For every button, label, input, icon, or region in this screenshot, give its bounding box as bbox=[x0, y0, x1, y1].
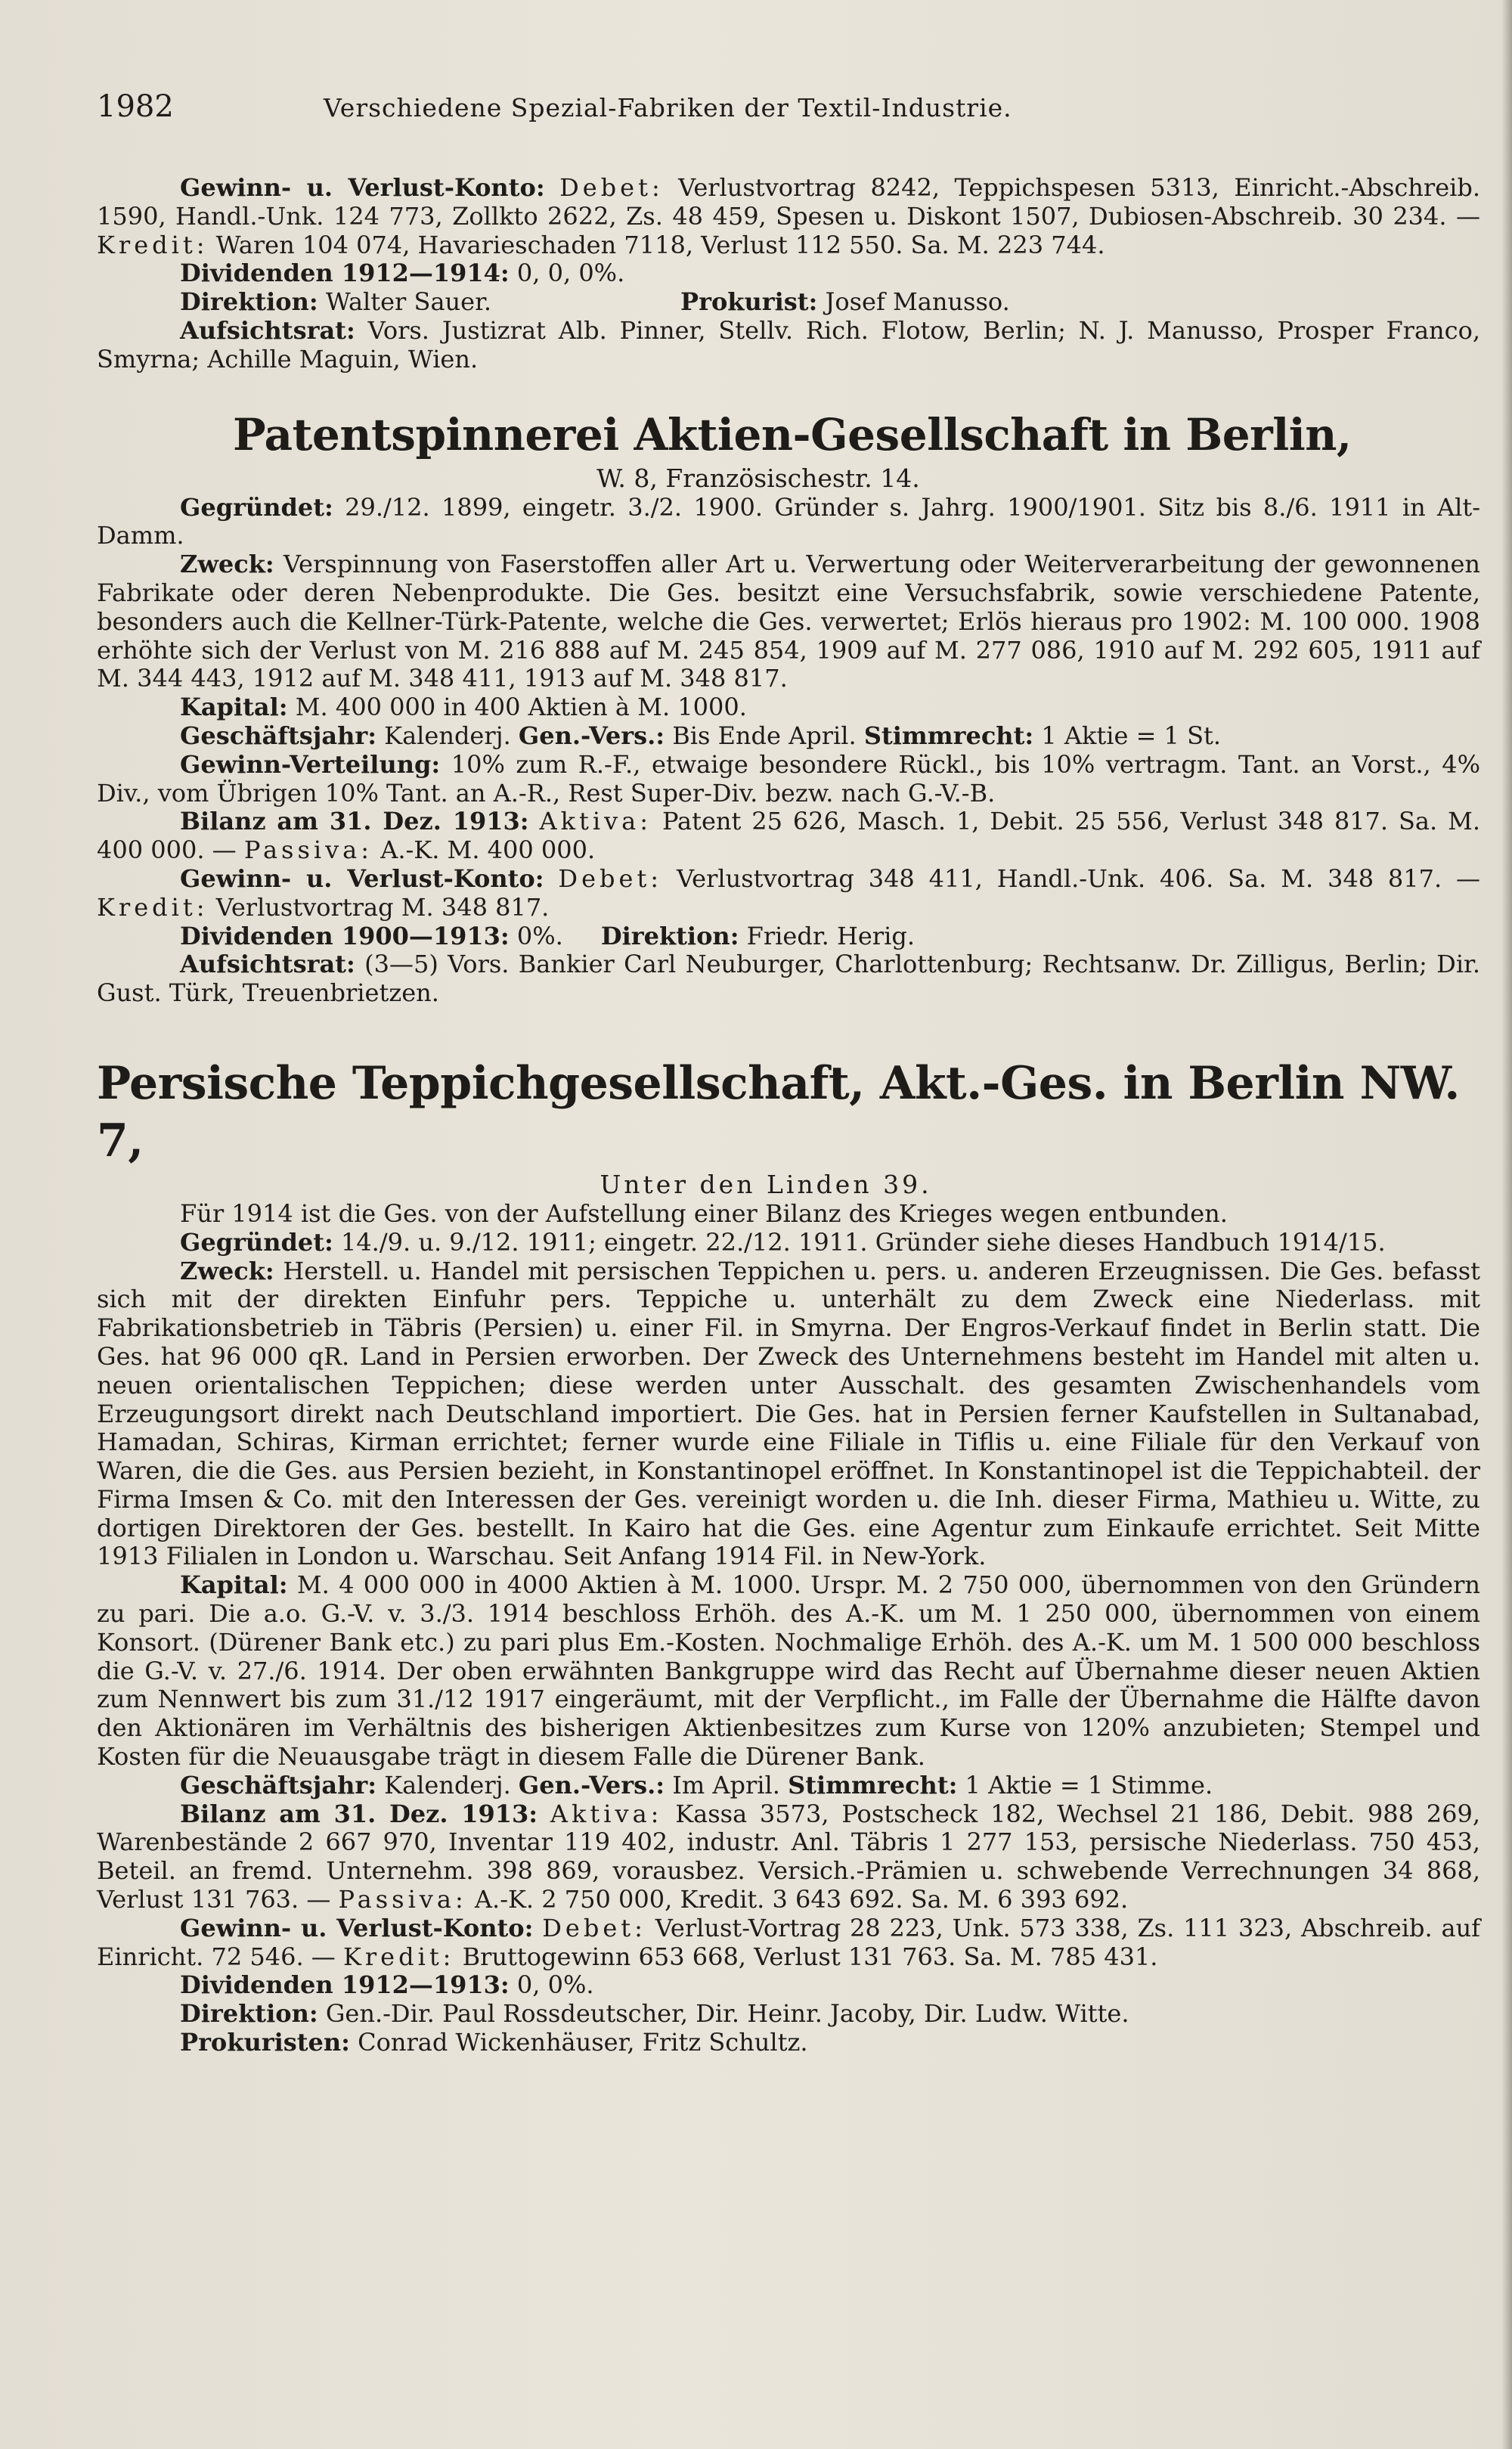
entry2-gegruendet bbox=[97, 1229, 1480, 1257]
entry1-gj-label: Geschäftsjahr: bbox=[180, 721, 376, 750]
entry1-aufsichtsrat bbox=[97, 950, 1480, 1008]
entry2-guv-text2: Bruttogewinn 653 668, Verlust 131 763. Sa. M. 785 431. bbox=[462, 1942, 1158, 1971]
entry2-gegruendet-label: Gegründet: bbox=[180, 1227, 333, 1257]
entry1-stimmrecht-label: Stimmrecht: bbox=[863, 721, 1034, 750]
entry2-prokuristen bbox=[97, 2029, 1480, 2057]
entry1-bilanz-label: Bilanz am 31. Dez. 1913: bbox=[180, 807, 529, 836]
entry1-passiva-label: Passiva: bbox=[243, 835, 373, 865]
prev-gv-debet-label: Debet: bbox=[559, 173, 664, 202]
entry1-verteilung-label: Gewinn-Verteilung: bbox=[180, 749, 441, 779]
prev-dividenden-value: 0, 0, 0%. bbox=[516, 259, 625, 288]
entry1-gegruendet-label: Gegründet: bbox=[180, 492, 333, 522]
entry1-title: Patentspinnerei Aktien-Gesellschaft in Berlin, bbox=[233, 408, 1352, 460]
entry1-kapital bbox=[97, 693, 1480, 722]
entry1-address: W. 8, Französischestr. 14. bbox=[596, 463, 920, 493]
entry1-dividenden-label: Dividenden 1900—1913: bbox=[180, 921, 510, 950]
entry2-debet-label: Debet: bbox=[542, 1913, 646, 1942]
entry1-kapital-value: M. 400 000 in 400 Aktien à M. 1000. bbox=[295, 693, 747, 722]
entry1-guv-text2: Verlustvortrag M. 348 817. bbox=[215, 892, 550, 922]
text-column bbox=[97, 174, 1480, 2057]
running-head bbox=[97, 89, 1482, 142]
entry2-gj-label: Geschäftsjahr: bbox=[180, 1770, 376, 1800]
entry1-bilanz-text2: A.-K. M. 400 000. bbox=[380, 835, 596, 865]
entry1-dividenden-value: 0%. bbox=[516, 921, 563, 950]
prev-direktion-value: Walter Sauer. bbox=[325, 287, 492, 317]
entry1-zweck-label: Zweck: bbox=[180, 550, 274, 579]
entry2-bilanz-text1: Kassa 3573, Postscheck 182, Wechsel 21 186, Debit. 988 269, Warenbestände 2 667 970, Inventar 119 402, industr. Anl. Täbris 1 277 153, persische Niederlass. 750 453, Beteil. an fremd. Unternehm. 398 869, vorausbez. Versich.-Prämien u. schwebende Verrechnungen 34 868, Verlust 131 763. — bbox=[97, 1799, 1481, 1914]
entry1-aufsichtsrat-value: (3—5) Vors. Bankier Carl Neuburger, Charlottenburg; Rechtsanw. Dr. Zilligus, Berlin; Dir. Gust. Türk, Treuenbrietzen. bbox=[97, 950, 1481, 1008]
entry-patentspinnerei bbox=[97, 406, 1480, 1008]
entry1-aktiva-label: Aktiva: bbox=[539, 807, 652, 836]
entry2-bilanz bbox=[97, 1800, 1480, 1914]
entry2-prokuristen-value: Conrad Wickenhäuser, Fritz Schultz. bbox=[358, 2028, 808, 2057]
entry2-title: Persische Teppichgesellschaft, Akt.-Ges. in Berlin NW. 7, bbox=[97, 1056, 1460, 1167]
prev-aufsichtsrat bbox=[97, 317, 1480, 374]
entry1-guv-text1: Verlustvortrag 348 411, Handl.-Unk. 406. Sa. M. 348 817. — bbox=[676, 863, 1481, 893]
prev-prokurist-label: Prokurist: bbox=[680, 287, 818, 317]
entry1-aufsichtsrat-label: Aufsichtsrat: bbox=[180, 950, 355, 979]
entry1-kapital-label: Kapital: bbox=[180, 693, 288, 722]
entry2-passiva-label: Passiva: bbox=[338, 1885, 467, 1914]
entry2-dividenden-value: 0, 0%. bbox=[516, 1970, 594, 2000]
entry1-zweck-value: Verspinnung von Faserstoffen aller Art u. Verwertung oder Weiterverarbeitung der gewonnenen Fabrikate oder deren Nebenprodukte. Die Ges. besitzt eine Versuchsfabrik, sowie verschiedene Patente, besonders auch die Kellner-Türk-Patente, welche die Ges. verwertet; Erlös hieraus pro 1902: M. 100 000. 1908 erhöhte sich der Verlust von M. 216 888 auf M. 245 854, 1909 auf M. 277 086, 1910 auf M. 292 605, 1911 auf M. 344 443, 1912 auf M. 348 411, 1913 auf M. 348 817. bbox=[97, 550, 1481, 693]
entry1-zweck bbox=[97, 550, 1480, 693]
entry1-geschaeftsjahr bbox=[97, 722, 1480, 751]
entry2-aktiva-label: Aktiva: bbox=[550, 1799, 663, 1828]
entry1-stimmrecht-value: 1 Aktie = 1 St. bbox=[1041, 721, 1222, 750]
entry1-gewinnverteilung bbox=[97, 751, 1480, 808]
page-number: 1982 bbox=[97, 89, 174, 124]
prev-dividenden bbox=[97, 259, 1480, 288]
entry1-verteilung-value: 10% zum R.-F., etwaige besondere Rückl., bis 10% vertragm. Tant. an Vorst., 4% Div., vom Übrigen 10% Tant. an A.-R., Rest Super-Div. bezw. nach G.-V.-B. bbox=[97, 749, 1481, 808]
prev-prokurist-value: Josef Manusso. bbox=[825, 287, 1010, 317]
entry2-gj-value: Kalenderj. bbox=[384, 1770, 511, 1800]
prev-direktion-label: Direktion: bbox=[180, 287, 318, 317]
entry2-guv-label: Gewinn- u. Verlust-Konto: bbox=[180, 1913, 534, 1942]
prev-dividenden-label: Dividenden 1912—1914: bbox=[180, 259, 510, 288]
prev-gv-kredit-label: Kredit: bbox=[97, 230, 209, 259]
entry1-gegruendet bbox=[97, 494, 1480, 551]
entry2-direktion-label: Direktion: bbox=[180, 1999, 318, 2029]
entry1-gegruendet-value: 29./12. 1899, eingetr. 3./2. 1900. Gründer s. Jahrg. 1900/1901. Sitz bis 8./6. 1911 in Alt-Damm. bbox=[97, 492, 1481, 550]
entry2-guv bbox=[97, 1914, 1480, 1972]
prev-gv-label: Gewinn- u. Verlust-Konto: bbox=[180, 173, 545, 202]
running-title: Verschiedene Spezial-Fabriken der Textil-Industrie. bbox=[324, 93, 1012, 122]
entry2-geschaeftsjahr bbox=[97, 1772, 1480, 1800]
entry2-genvers-value: Im April. bbox=[672, 1770, 780, 1800]
entry2-stimmrecht-label: Stimmrecht: bbox=[788, 1770, 958, 1800]
entry1-genvers-value: Bis Ende April. bbox=[672, 721, 857, 750]
entry1-direktion-label: Direktion: bbox=[600, 921, 739, 950]
entry1-bilanz bbox=[97, 808, 1480, 865]
prev-aufsichtsrat-label: Aufsichtsrat: bbox=[180, 315, 355, 345]
prev-direktion bbox=[97, 288, 1480, 317]
entry1-direktion-value: Friedr. Herig. bbox=[746, 921, 915, 950]
entry2-note: Für 1914 ist die Ges. von der Aufstellung einer Bilanz des Krieges wegen entbunden. bbox=[180, 1198, 1228, 1228]
entry2-address: Unter den Linden 39. bbox=[600, 1169, 932, 1199]
prev-gv-text1: Verlustvortrag 8242, Teppichspesen 5313, Einricht.-Abschreib. 1590, Handl.-Unk. 124 773, Zollkto 2622, Zs. 48 459, Spesen u. Diskont 1507, Dubiosen-Abschreib. 30 234. — bbox=[97, 173, 1481, 231]
prev-entry bbox=[97, 174, 1480, 374]
entry2-dividenden-label: Dividenden 1912—1913: bbox=[180, 1970, 510, 2000]
page-edge-shadow bbox=[1501, 0, 1512, 2449]
entry2-zweck bbox=[97, 1257, 1480, 1572]
entry-persische-teppich bbox=[97, 1055, 1480, 2057]
entry1-bilanz-text1: Patent 25 626, Masch. 1, Debit. 25 556, Verlust 348 817. Sa. M. 400 000. — bbox=[97, 807, 1480, 865]
entry2-zweck-label: Zweck: bbox=[180, 1256, 274, 1285]
entry1-guv-label: Gewinn- u. Verlust-Konto: bbox=[180, 863, 544, 893]
entry1-gj-value: Kalenderj. bbox=[384, 721, 511, 750]
entry2-stimmrecht-value: 1 Aktie = 1 Stimme. bbox=[965, 1770, 1213, 1800]
entry2-dividenden bbox=[97, 1971, 1480, 2000]
entry1-dividenden bbox=[97, 922, 1480, 951]
entry1-guv bbox=[97, 865, 1480, 922]
entry1-genvers-label: Gen.-Vers.: bbox=[518, 721, 665, 750]
entry2-genvers-label: Gen.-Vers.: bbox=[518, 1770, 665, 1800]
entry2-kapital-label: Kapital: bbox=[180, 1570, 288, 1600]
entry2-zweck-value: Herstell. u. Handel mit persischen Teppichen u. pers. u. anderen Erzeugnissen. Die Ges. befasst sich mit der direkten Einfuhr pers. Teppiche u. unterhält zu dem Zweck eine Niederlass. mit Fabrikationsbetrieb in Täbris (Persien) u. einer Fil. in Smyrna. Der Engros-Verkauf findet in Berlin statt. Die Ges. hat 96 000 qR. Land in Persien erworben. Der Zweck des Unternehmens besteht im Handel mit alten u. neuen orientalischen Teppichen; diese werden unter Ausschalt. des gesamten Zwischenhandels vom Erzeugungsort direkt nach Deutschland importiert. Die Ges. hat in Persien ferner Kaufstellen in Sultanabad, Hamadan, Schiras, Kirman errichtet; ferner wurde eine Filiale in Tiflis u. eine Filiale für den Verkauf von Waren, die die Ges. aus Persien bezieht, in Konstantinopel eröffnet. In Konstantinopel ist die Teppichabteil. der Firma Imsen & Co. mit den Interessen der Ges. vereinigt worden u. die Inh. dieser Firma, Mathieu u. Witte, zu dortigen Direktoren der Ges. bestellt. In Kairo hat die Ges. eine Agentur zum Einkaufe errichtet. Seit Mitte 1913 Filialen in London u. Warschau. Seit Anfang 1914 Fil. in New-York. bbox=[97, 1256, 1480, 1571]
entry2-kredit-label: Kredit: bbox=[342, 1942, 455, 1971]
entry2-gegruendet-value: 14./9. u. 9./12. 1911; eingetr. 22./12. 1911. Gründer siehe dieses Handbuch 1914/15. bbox=[340, 1227, 1386, 1257]
prev-gv-paragraph bbox=[97, 174, 1480, 259]
entry2-kapital-value: M. 4 000 000 in 4000 Aktien à M. 1000. Urspr. M. 2 750 000, übernommen von den Gründern zu pari. Die a.o. G.-V. v. 3./3. 1914 beschloss Erhöh. des A.-K. um M. 1 250 000, übernommen von einem Konsort. (Dürener Bank etc.) zu pari plus Em.-Kosten. Nochmalige Erhöh. des A.-K. um M. 1 500 000 beschloss die G.-V. v. 27./6. 1914. Der oben erwähnten Bankgruppe wird das Recht auf Übernahme dieser neuen Aktien zum Nennwert bis zum 31./12 1917 eingeräumt, mit der Verpflicht., im Falle der Übernahme die Hälfte davon den Aktionären im Verhältnis des bisherigen Aktienbesitzes zum Kurse von 120% anzubieten; Stempel und Kosten für die Neuausgabe trägt in diesem Falle die Dürener Bank. bbox=[97, 1570, 1481, 1772]
entry1-debet-label: Debet: bbox=[558, 863, 663, 893]
entry2-direktion-value: Gen.-Dir. Paul Rossdeutscher, Dir. Heinr. Jacoby, Dir. Ludw. Witte. bbox=[325, 1999, 1129, 2029]
entry2-bilanz-text2: A.-K. 2 750 000, Kredit. 3 643 692. Sa. M. 6 393 692. bbox=[474, 1885, 1129, 1914]
entry2-direktion bbox=[97, 2000, 1480, 2029]
prev-aufsichtsrat-value: Vors. Justizrat Alb. Pinner, Stellv. Rich. Flotow, Berlin; N. J. Manusso, Prosper Franco, Smyrna; Achille Maguin, Wien. bbox=[97, 315, 1481, 374]
entry2-prokuristen-label: Prokuristen: bbox=[180, 2028, 350, 2057]
prev-gv-text2: Waren 104 074, Havarieschaden 7118, Verlust 112 550. Sa. M. 223 744. bbox=[215, 230, 1105, 259]
entry2-bilanz-label: Bilanz am 31. Dez. 1913: bbox=[180, 1799, 538, 1828]
entry2-guv-text1: Verlust-Vortrag 28 223, Unk. 573 338, Zs. 111 323, Abschreib. auf Einricht. 72 546. — bbox=[97, 1913, 1481, 1971]
entry1-kredit-label: Kredit: bbox=[97, 892, 209, 922]
entry2-kapital bbox=[97, 1571, 1480, 1772]
